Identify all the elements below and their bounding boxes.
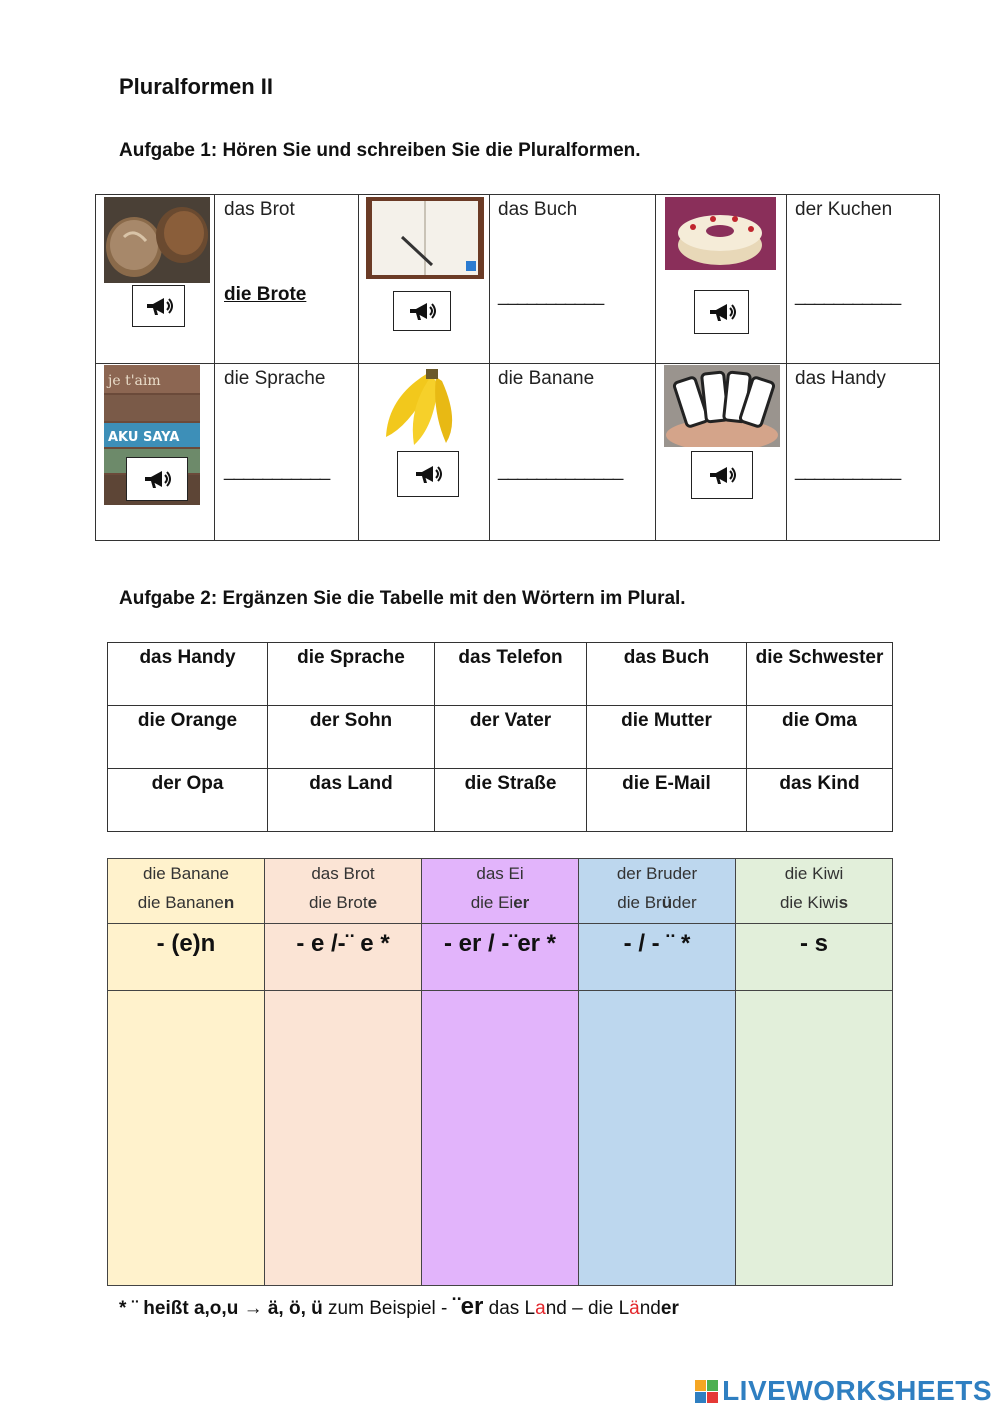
plural-answer-input[interactable]: ___________ xyxy=(795,285,901,306)
plural-answer: die Brote xyxy=(224,284,307,305)
category-suffix: - e /-¨ e * xyxy=(265,924,421,991)
plural-stem: die Ei xyxy=(470,893,514,912)
example-singular: das Ei xyxy=(476,864,524,883)
drop-zone[interactable] xyxy=(736,991,892,1285)
megaphone-icon xyxy=(707,463,737,487)
category-suffix: - (e)n xyxy=(108,924,264,991)
table-row xyxy=(108,706,893,769)
plural-ending: n xyxy=(223,893,235,912)
plural-answer-input[interactable]: ___________ xyxy=(498,285,604,306)
grid-line xyxy=(214,195,215,540)
footnote-example: nd – die L xyxy=(545,1298,630,1319)
category-suffix: - er / -¨er * xyxy=(422,924,578,991)
table-row xyxy=(108,643,893,706)
footnote-vowels: ä, ö, ü xyxy=(267,1298,323,1319)
footnote-umlaut: ¨ xyxy=(131,1298,139,1319)
example-plural xyxy=(265,888,421,917)
worksheet-title: Pluralformen II xyxy=(119,74,274,99)
draggable-word[interactable]: die E-Mail xyxy=(587,769,747,832)
draggable-word[interactable]: das Telefon xyxy=(435,643,587,706)
brand-name: LIVEWORKSHEETS xyxy=(722,1375,992,1406)
drop-zone[interactable] xyxy=(422,991,578,1285)
example-plural xyxy=(736,888,892,917)
footnote-example: das L xyxy=(488,1298,536,1319)
bread-image xyxy=(104,197,210,283)
footnote-text: heißt a,o,u xyxy=(143,1298,239,1319)
footnote-ending: er xyxy=(660,1298,679,1319)
drop-zone[interactable] xyxy=(265,991,421,1285)
megaphone-icon xyxy=(142,467,172,491)
audio-button[interactable] xyxy=(126,457,188,501)
table-row xyxy=(108,769,893,832)
category-example xyxy=(736,859,892,924)
draggable-word[interactable]: das Handy xyxy=(108,643,268,706)
category-column-e xyxy=(265,859,422,1285)
draggable-word[interactable]: die Schwester xyxy=(747,643,893,706)
draggable-word[interactable]: die Straße xyxy=(435,769,587,832)
drop-zone[interactable] xyxy=(108,991,264,1285)
singular-word: der Kuchen xyxy=(795,199,893,220)
plural-ending: er xyxy=(513,893,530,912)
task-2-heading: Aufgabe 2: Ergänzen Sie die Tabelle mit den Wörtern im Plural. xyxy=(119,588,686,609)
draggable-word[interactable]: die Orange xyxy=(108,706,268,769)
example-plural xyxy=(422,888,578,917)
bananas-image xyxy=(378,367,468,449)
plural-answer-input[interactable]: ___________ xyxy=(795,460,901,481)
megaphone-icon xyxy=(707,300,737,324)
drop-zone[interactable] xyxy=(579,991,735,1285)
cake-image xyxy=(665,197,776,270)
plural-stem: die Banane xyxy=(137,893,224,912)
audio-button[interactable] xyxy=(132,285,185,327)
draggable-word[interactable]: das Kind xyxy=(747,769,893,832)
draggable-word[interactable]: der Vater xyxy=(435,706,587,769)
example-singular: die Banane xyxy=(142,864,230,883)
plural-stem: die Brot xyxy=(308,893,368,912)
plural-stem: die Kiwi xyxy=(779,893,839,912)
draggable-word[interactable]: die Mutter xyxy=(587,706,747,769)
category-column-s xyxy=(736,859,892,1285)
grid-line xyxy=(786,195,787,540)
category-suffix: - / - ¨ * xyxy=(579,924,735,991)
megaphone-icon xyxy=(413,462,443,486)
draggable-word[interactable]: der Opa xyxy=(108,769,268,832)
footnote-text: zum Beispiel - xyxy=(328,1298,448,1319)
category-example xyxy=(265,859,421,924)
audio-button[interactable] xyxy=(691,451,753,499)
exercise-1-grid xyxy=(95,194,940,541)
smartphones-image xyxy=(664,365,780,447)
grid-line xyxy=(489,195,490,540)
example-plural xyxy=(579,888,735,917)
plural-umlaut: ü xyxy=(661,893,673,912)
plural-ending: e xyxy=(367,893,378,912)
audio-button[interactable] xyxy=(393,291,451,331)
brand-logo-icon xyxy=(695,1380,718,1403)
grid-line xyxy=(358,195,359,540)
category-example xyxy=(108,859,264,924)
singular-word: die Sprache xyxy=(224,368,326,389)
singular-word: das Buch xyxy=(498,199,578,220)
category-example xyxy=(579,859,735,924)
category-suffix: - s xyxy=(736,924,892,991)
singular-word: die Banane xyxy=(498,368,595,389)
grid-line xyxy=(96,363,939,364)
audio-button[interactable] xyxy=(694,290,749,334)
example-singular: die Kiwi xyxy=(784,864,844,883)
draggable-word[interactable]: der Sohn xyxy=(268,706,435,769)
footnote-highlight: a xyxy=(535,1298,546,1319)
arrow-icon: → xyxy=(243,1298,263,1319)
singular-word: das Handy xyxy=(795,368,886,389)
megaphone-icon xyxy=(144,294,174,318)
category-column-en xyxy=(108,859,265,1285)
footnote-example: nd xyxy=(639,1298,661,1319)
category-column-none xyxy=(579,859,736,1285)
example-plural xyxy=(108,888,264,917)
plural-category-table xyxy=(107,858,893,1286)
brand-footer xyxy=(695,1375,992,1407)
svg-text:AKU SAYA: AKU SAYA xyxy=(108,430,180,445)
draggable-word[interactable]: die Sprache xyxy=(268,643,435,706)
umlaut-footnote xyxy=(119,1293,679,1321)
megaphone-icon xyxy=(407,299,437,323)
draggable-word[interactable]: das Buch xyxy=(587,643,747,706)
category-column-er xyxy=(422,859,579,1285)
notebook-image xyxy=(366,197,484,279)
task-1-heading: Aufgabe 1: Hören Sie und schreiben Sie die Pluralformen. xyxy=(119,140,641,161)
example-singular: das Brot xyxy=(311,864,375,883)
plural-ending: s xyxy=(838,893,849,912)
draggable-word[interactable]: das Land xyxy=(268,769,435,832)
word-bank-table xyxy=(107,642,893,832)
svg-text:je t'aim: je t'aim xyxy=(108,373,161,389)
draggable-word[interactable]: die Oma xyxy=(747,706,893,769)
footnote-star: * xyxy=(119,1298,127,1319)
plural-rest: der xyxy=(672,893,697,912)
footnote-highlight: ä xyxy=(629,1298,640,1319)
audio-button[interactable] xyxy=(397,451,459,497)
plural-stem: die Br xyxy=(617,893,662,912)
grid-line xyxy=(655,195,656,540)
plural-answer-input[interactable]: ___________ xyxy=(224,460,330,481)
plural-answer-input[interactable]: _____________ xyxy=(498,460,623,481)
category-example xyxy=(422,859,578,924)
footnote-suffix: ¨er xyxy=(452,1293,484,1320)
example-singular: der Bruder xyxy=(616,864,698,883)
singular-word: das Brot xyxy=(224,199,295,220)
